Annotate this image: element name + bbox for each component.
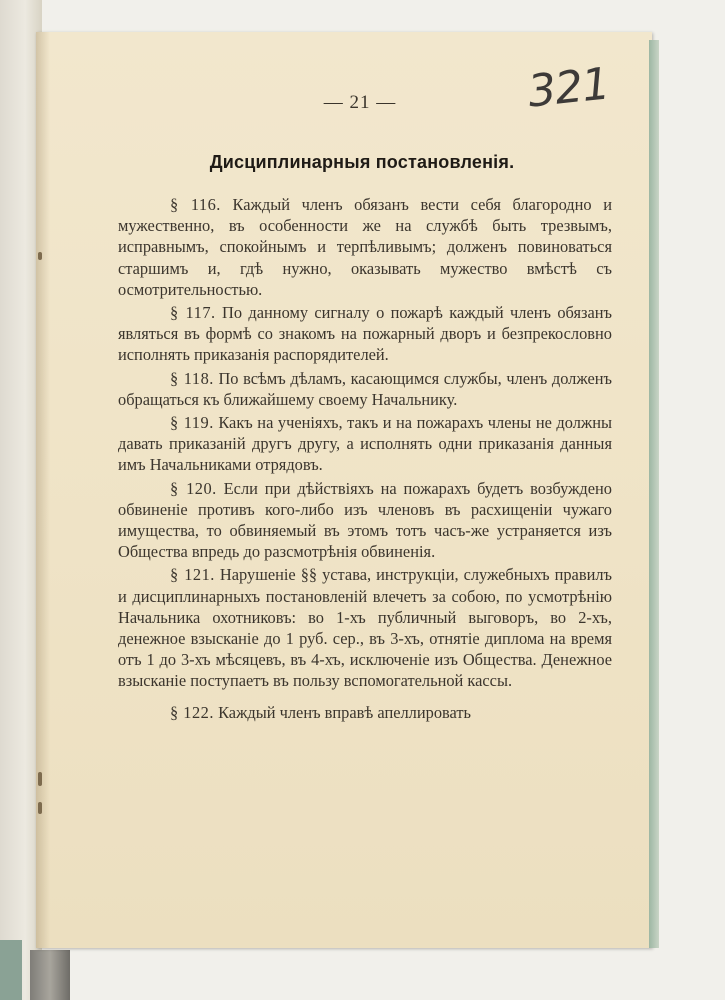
paragraph xyxy=(118,702,612,723)
document-body xyxy=(118,194,612,725)
binding-thread-mark xyxy=(38,252,42,260)
paragraph xyxy=(118,478,612,563)
paragraph-text: По данному сигналу о пожарѣ каждый членъ обязанъ являться въ формѣ со знакомъ на пожарный дворъ и безпрекословно исполнять приказанія распорядителей. xyxy=(118,303,613,365)
handwritten-archive-number: 321 xyxy=(525,58,612,118)
paragraph xyxy=(118,194,612,300)
page-number: — 21 — xyxy=(323,92,397,113)
section-number: § 121. xyxy=(170,565,215,585)
section-number: § 117. xyxy=(170,303,216,323)
page-edge xyxy=(649,40,659,948)
section-number: § 116. xyxy=(170,195,221,214)
section-number: § 122. xyxy=(170,702,214,722)
section-number: § 118. xyxy=(170,368,214,388)
paragraph-text: Каждый членъ вправѣ апеллировать xyxy=(218,702,472,722)
paragraph xyxy=(118,564,612,691)
paragraph-text: Если при дѣйствіяхъ на пожарахъ будетъ возбуждено обвиненіе противъ кого-либо изъ членовъ въ расхищеніи чужаго имущества, то обвиняемый въ этомъ тотъ часъ-же устраняется изъ Общества впредь до разсмотрѣнія обвиненія. xyxy=(118,478,612,562)
spine-edge xyxy=(30,950,70,1000)
cover-edge xyxy=(0,940,22,1000)
page-title: Дисциплинарныя постановленія. xyxy=(209,152,515,172)
paragraph-text: Какъ на ученіяхъ, такъ и на пожарахъ члены не должны давать приказаній другъ другу, а исполнять одни приказанія данныя имъ Начальниками отрядовъ. xyxy=(118,413,612,475)
paragraph-text: Нарушеніе §§ устава, инструкціи, служебныхъ правилъ и дисциплинарныхъ постановленій влечетъ за собою, по усмотрѣнію Начальника охотниковъ: во 1-хъ публичный выговоръ, во 2-хъ, денежное взысканіе до 1 руб. сер., въ 3-хъ, отнятіе диплома на время отъ 1 до 3-хъ мѣсяцевъ, въ 4-хъ, исключеніе изъ Общества. Денежное взысканіе поступаетъ въ пользу вспомогательной кассы. xyxy=(118,565,612,691)
binding-thread-mark xyxy=(38,772,42,786)
paragraph-text: Каждый членъ обязанъ вести себя благородно и мужественно, въ особенности же на службѣ быть трезвымъ, исправнымъ, спокойнымъ и терпѣливымъ; долженъ повиноваться старшимъ и, гдѣ нужно, оказывать мужество вмѣстѣ съ осмотрительностью. xyxy=(118,195,613,299)
paragraph-text: По всѣмъ дѣламъ, касающимся службы, членъ долженъ обращаться къ ближайшему своему Начальнику. xyxy=(118,368,612,409)
section-number: § 120. xyxy=(170,478,217,498)
paragraph xyxy=(118,368,612,410)
section-number: § 119. xyxy=(170,413,214,433)
binding-thread-mark xyxy=(38,802,42,814)
paragraph xyxy=(118,302,612,366)
paragraph xyxy=(118,412,612,476)
